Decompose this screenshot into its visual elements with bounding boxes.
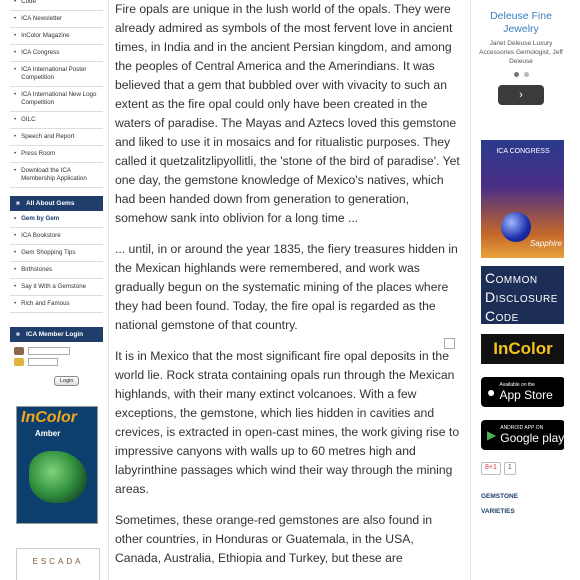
bullet-icon: •	[14, 67, 17, 73]
bullet-icon: •	[14, 168, 17, 174]
carousel-dots	[478, 72, 564, 77]
google-play-text: ANDROID APP ON Google play	[500, 425, 564, 445]
sapphire-gem-image	[501, 212, 531, 242]
key-icon	[14, 358, 24, 366]
article-paragraph: ... until, in or around the year 1835, the fiery treasures hidden in the Mexican highlands were remembered, and work was gradually begun on the systematic mining of the places where they had been found. Today, the fire opal is regarded as the national gemstone of that country.	[115, 242, 458, 332]
login-button[interactable]: Login	[54, 376, 79, 386]
congress-ad-logo: ICA CONGRESS	[496, 148, 550, 155]
gemstone-label[interactable]: GEMSTONE	[481, 493, 519, 500]
member-login-header	[10, 327, 103, 342]
nav-item[interactable]	[10, 62, 103, 87]
right-sidebar	[478, 0, 564, 580]
bullet-icon: •	[14, 33, 17, 39]
nav-item[interactable]	[10, 279, 103, 296]
nav-item[interactable]	[10, 45, 103, 62]
google-play-button[interactable]	[481, 420, 564, 450]
escada-ad[interactable]: ESCADA	[16, 548, 100, 580]
left-divider	[108, 0, 109, 580]
cdc-line-1: COMMON	[485, 270, 538, 286]
bullet-icon: •	[14, 0, 17, 5]
nav-item-label: Speech and Report	[21, 133, 75, 140]
nav-item-label: ICA Congress	[21, 49, 60, 56]
nav-item-label: ICA International New Logo Competition	[21, 91, 97, 106]
nav-item-label: InColor Magazine	[21, 32, 70, 39]
nav-item-label: Code	[21, 0, 36, 5]
nav-item-label: Say it With a Gemstone	[21, 283, 87, 290]
bullet-icon: •	[14, 233, 17, 239]
nav-item[interactable]	[10, 28, 103, 45]
deleuse-jewelry-ad[interactable]	[478, 0, 564, 140]
header-bullet-icon: ■	[16, 200, 20, 207]
article-paragraph: Sometimes, these orange-red gemstones are also found in other countries, in Honduras or Guatemala, in the USA, Canada, Australia, Ethiopia and Turkey, but these are	[115, 513, 433, 565]
nav-item-label: ICA Bookstore	[21, 232, 61, 239]
bullet-icon: •	[14, 151, 17, 157]
nav-item[interactable]	[10, 262, 103, 279]
cdc-line-2: DISCLOSURE	[485, 289, 558, 305]
nav-item-label: ICA Newsletter	[21, 15, 63, 22]
nav-item-label: Birthstones	[21, 266, 53, 273]
nav-item-label: Gem Shopping Tips	[21, 249, 76, 256]
bullet-icon: •	[14, 92, 17, 98]
incolor-ad-brand: InColor	[21, 409, 77, 426]
jewelry-ad-title: Deleuse Fine Jewelry	[490, 10, 552, 35]
cdc-line-3: CODE	[485, 308, 519, 324]
incolor-ad-subtitle: Amber	[35, 429, 61, 438]
nav-item[interactable]	[10, 228, 103, 245]
app-store-text: Available on the App Store	[499, 382, 553, 402]
nav-item[interactable]	[10, 296, 103, 313]
all-about-gems-header	[10, 196, 103, 211]
login-username-row	[14, 347, 99, 355]
right-divider	[470, 0, 471, 580]
all-about-gems-label: All About Gems	[25, 200, 75, 207]
bullet-icon: •	[14, 301, 17, 307]
nav-top-list	[10, 0, 103, 188]
carousel-next-button[interactable]: ›	[498, 85, 544, 105]
nav-item[interactable]	[10, 245, 103, 262]
member-login-label: ICA Member Login	[25, 331, 84, 338]
nav-item[interactable]	[10, 11, 103, 28]
nav-item[interactable]	[10, 146, 103, 163]
apple-icon: ●	[487, 384, 496, 400]
password-input[interactable]	[28, 358, 58, 366]
nav-item[interactable]	[10, 129, 103, 146]
nav-item[interactable]	[10, 211, 103, 228]
google-plus-button[interactable]: 8+1	[481, 462, 501, 475]
social-buttons	[481, 462, 564, 475]
nav-gems-list	[10, 211, 103, 313]
article-content	[115, 0, 460, 580]
bullet-icon: •	[14, 16, 17, 22]
bullet-icon: •	[14, 267, 17, 273]
bullet-icon: •	[14, 117, 17, 123]
carousel-dot-active[interactable]	[514, 72, 519, 77]
nav-item-label: Press Room	[21, 150, 56, 157]
login-box	[10, 342, 103, 392]
article-paragraph: Fire opals are unique in the lush world of the opals. They were already admired as symbols of the most fervent love in ancient times, in India and in the ancient Persian kingdom, and among the peoples of Central America and the Amerindians. It was believed that a gem that bubbled over with vivacity to such an extent as the fire opal could only have been created in the waters of paradise. The Mayas and Aztecs loved this gemstone and liked to use it in mosaics and for ritualistic purposes. They called it quetzalitzlipyollitli, the 'stone of the bird of paradise'. Yet one day, the gemstone knowledge of Mexico's natives, which had been handed down from generation to generation, somehow sank into oblivion for a long time ...	[115, 2, 460, 225]
nav-item[interactable]	[10, 87, 103, 112]
bullet-icon: •	[14, 216, 17, 222]
google-plus-count: 1	[504, 462, 516, 475]
user-icon	[14, 347, 24, 355]
nav-item-label: Gem by Gem	[21, 215, 60, 222]
bullet-icon: •	[14, 134, 17, 140]
nav-item-label: ICA International Poster Competition	[21, 66, 87, 81]
bullet-icon: •	[14, 284, 17, 290]
login-password-row	[14, 358, 99, 366]
sapphire-label: Sapphire	[529, 239, 562, 248]
username-input[interactable]	[28, 347, 70, 355]
amber-gem-image	[29, 451, 87, 503]
checkbox-square[interactable]	[444, 338, 455, 349]
incolor-magazine-ad[interactable]	[16, 406, 98, 524]
ica-congress-ad[interactable]	[481, 140, 564, 258]
nav-item-label: Download the ICA Membership Application	[21, 167, 87, 182]
jewelry-ad-body: Janet Deleuse Luxury Accessories Gemologist, Jeff Deleuse	[479, 40, 563, 65]
incolor-small-ad[interactable]: InColor	[481, 334, 564, 364]
varieties-label[interactable]: VARIETIES	[481, 508, 515, 515]
nav-item[interactable]	[10, 0, 103, 11]
nav-item[interactable]	[10, 112, 103, 129]
google-play-icon: ▶	[487, 428, 497, 442]
left-sidebar	[10, 0, 103, 580]
app-store-button[interactable]	[481, 377, 564, 407]
header-bullet-icon: ■	[16, 331, 20, 338]
common-disclosure-code-ad[interactable]	[481, 266, 564, 324]
article-paragraph: It is in Mexico that the most significant fire opal deposits in the world lie. Rock strata containing opals run through the Mexican highlands, with their many extinct volcanoes. With a few exceptions, the gemstone, which lies hidden in cavities and crevices, is extracted in open-cast mines, the work giving rise to impressive canyons with walls up to 60 metres high and labyrinthine passages which wind their way through the mining areas.	[115, 349, 460, 496]
bullet-icon: •	[14, 50, 17, 56]
carousel-dot[interactable]	[524, 72, 529, 77]
nav-item-label: GILC	[21, 116, 36, 123]
nav-item-label: Rich and Famous	[21, 300, 70, 307]
bullet-icon: •	[14, 250, 17, 256]
nav-item[interactable]	[10, 163, 103, 188]
